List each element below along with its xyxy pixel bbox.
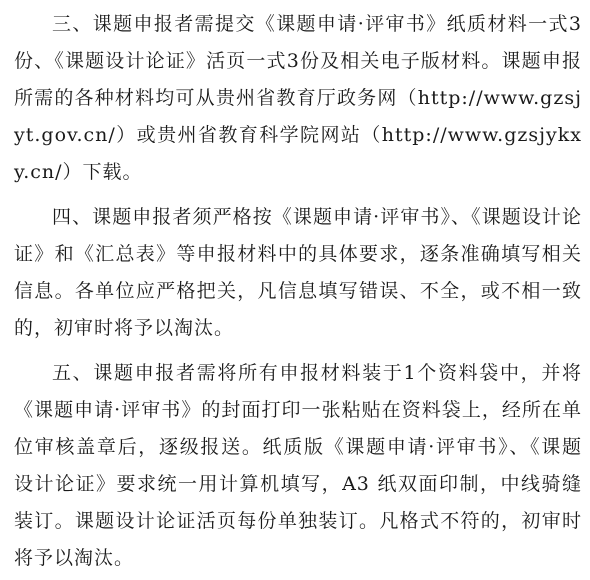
paragraph-item-5: 五、课题申报者需将所有申报材料装于1个资料袋中，并将《课题申请·评审书》的封面打印一张粘贴在资料袋上，经所在单位审核盖章后，逐级报送。纸质版《课题申请·评审书》、《课题设计论证》要求统一用计算机填写，A3 纸双面印制，中线骑缝装订。课题设计论证活页每份单独装订。凡格式不符的，初审时将予以淘汰。 [14, 362, 582, 569]
paragraph-item-4: 四、课题申报者须严格按《课题申请·评审书》、《课题设计论证》和《汇总表》等申报材料中的具体要求，逐条准确填写相关信息。各单位应严格把关，凡信息填写错误、不全，或不相一致的，初审时将予以淘汰。 [14, 206, 582, 339]
paragraph-item-3: 三、课题申报者需提交《课题申请·评审书》纸质材料一式3份、《课题设计论证》活页一式3份及相关电子版材料。课题申报所需的各种材料均可从贵州省教育厅政务网（http://www.gzsjyt.gov.cn/）或贵州省教育科学院网站（http://www.gzsjykxy.cn/）下载。 [14, 13, 582, 183]
